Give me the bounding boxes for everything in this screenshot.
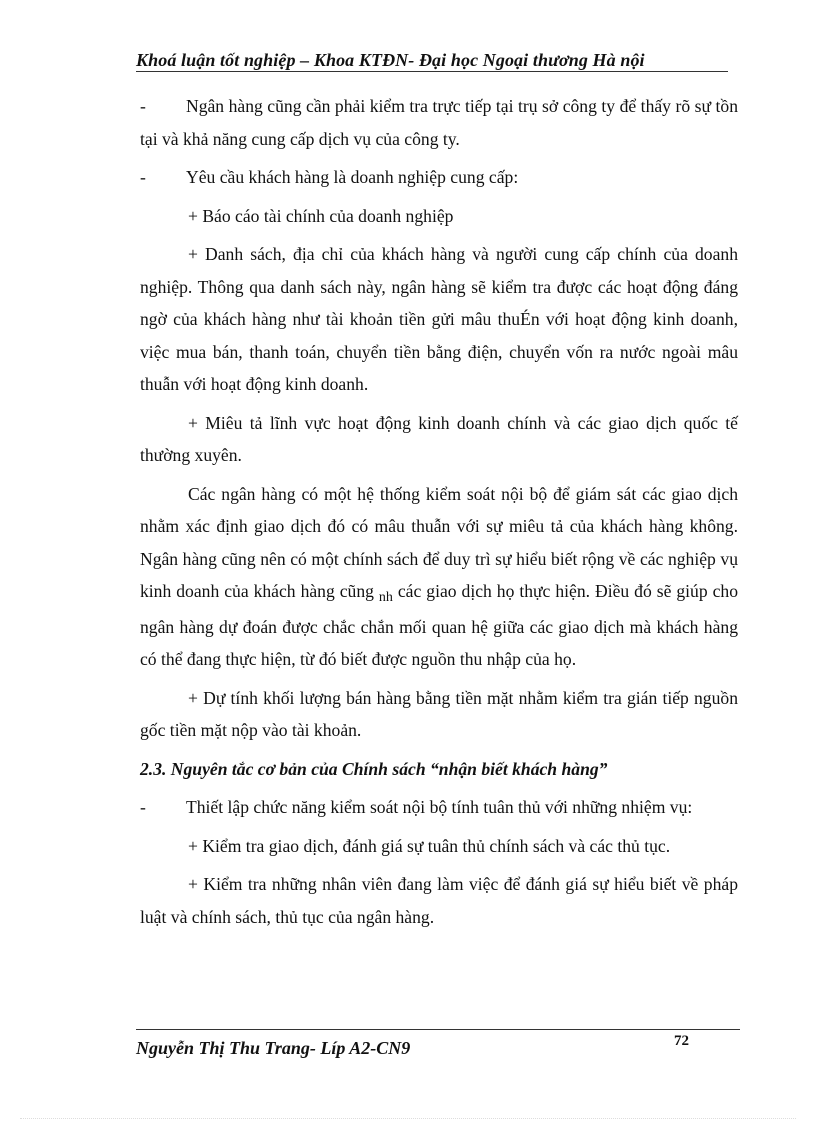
paragraph-5: + Miêu tả lĩnh vực hoạt động kinh doanh chính và các giao dịch quốc tế thường xuyên. <box>140 412 738 465</box>
small-text-fragment: nh <box>378 590 393 605</box>
paragraph-8 <box>140 791 738 824</box>
bullet-dash: - <box>140 797 146 817</box>
footer-divider <box>136 1029 740 1030</box>
paragraph-text-cont: các giao dịch họ thực hiện. Điều đó sẽ giúp cho ngân hàng dự đoán được chắc chắn mối quan hệ giữa các giao dịch mà khách hàng có thể đang thực hiện, từ đó biết được nguồn thu nhập của họ. <box>140 581 738 669</box>
page-number: 72 <box>674 1033 689 1049</box>
section-heading: 2.3. Nguyên tắc cơ bản của Chính sách “nhận biết khách hàng” <box>140 758 608 779</box>
bullet-dash: - <box>140 167 146 187</box>
bullet-dash: - <box>140 96 146 116</box>
paragraph-text: Các ngân hàng có một hệ thống kiểm soát nội bộ để giám sát các giao dịch nhằm xác định giao dịch đó có mâu thuẫn với sự miêu tả của khách hàng không. Ngân hàng cũng nên có một chính sách để duy trì sự hiểu biết rộng về các nghiệp vụ kinh doanh của khách hàng cũng <box>140 483 738 601</box>
footer-author: Nguyễn Thị Thu Trang- Líp A2-CN9 <box>136 1038 411 1058</box>
paragraph-10: + Kiểm tra những nhân viên đang làm việc để đánh giá sự hiểu biết về pháp luật và chính sách, thủ tục của ngân hàng. <box>140 874 738 927</box>
page-edge-dots <box>20 1118 796 1119</box>
paragraph-text: Yêu cầu khách hàng là doanh nghiệp cung cấp: <box>186 167 519 187</box>
paragraph-4: + Danh sách, địa chỉ của khách hàng và người cung cấp chính của doanh nghiệp. Thông qua danh sách này, ngân hàng sẽ kiểm tra được các hoạt động đáng ngờ của khách hàng như tài khoản tiền gửi mâu thuÉn với hoạt động kinh doanh, việc mua bán, thanh toán, chuyển tiền bằng điện, chuyển vốn ra nước ngoài mâu thuẫn với hoạt động kinh doanh. <box>140 244 738 394</box>
paragraph-6 <box>140 478 738 676</box>
paragraph-9: + Kiểm tra giao dịch, đánh giá sự tuân thủ chính sách và các thủ tục. <box>188 835 671 856</box>
page-body <box>140 90 738 933</box>
paragraph-2 <box>140 161 738 194</box>
header-divider <box>136 71 728 72</box>
paragraph-7: + Dự tính khối lượng bán hàng bằng tiền mặt nhằm kiểm tra gián tiếp nguồn gốc tiền mặt nộp vào tài khoản. <box>140 687 738 740</box>
paragraph-1 <box>140 90 738 155</box>
running-header: Khoá luận tốt nghiệp – Khoa KTĐN- Đại học Ngoại thương Hà nội <box>136 50 645 70</box>
paragraph-text: Ngân hàng cũng cần phải kiểm tra trực tiếp tại trụ sở công ty để thấy rõ sự tồn tại và khả năng cung cấp dịch vụ của công ty. <box>140 96 738 149</box>
paragraph-text: Thiết lập chức năng kiểm soát nội bộ tính tuân thủ với những nhiệm vụ: <box>186 797 693 817</box>
paragraph-3: + Báo cáo tài chính của doanh nghiệp <box>188 205 454 226</box>
